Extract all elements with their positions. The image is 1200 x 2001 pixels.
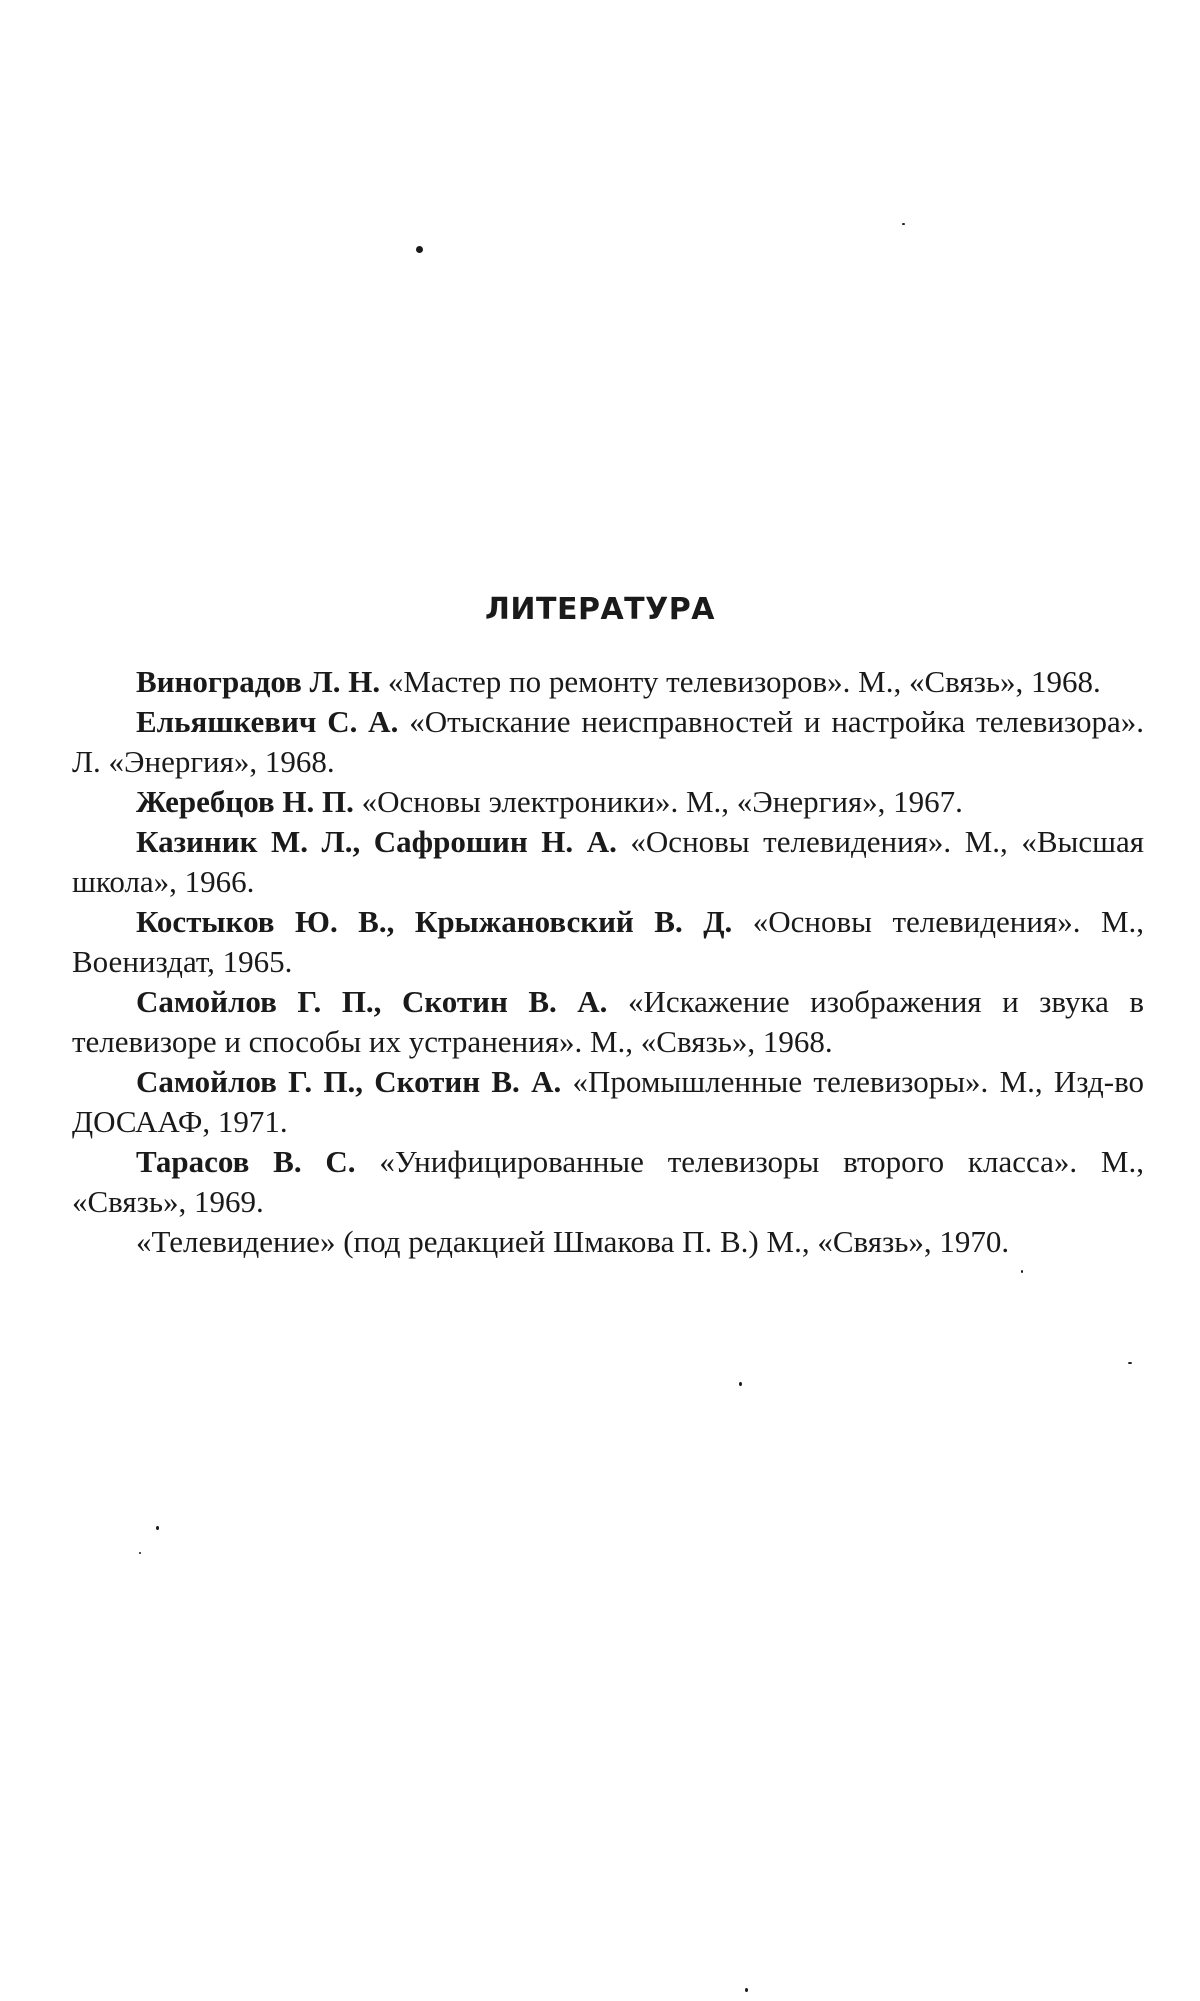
entry-text: «Основы телевидения». М., Воениздат, 1965. <box>72 904 1145 979</box>
scan-speck <box>139 1552 141 1554</box>
scan-speck <box>745 1988 748 1992</box>
entry-author: Самойлов Г. П., Скотин В. А. <box>136 1064 562 1099</box>
scan-speck <box>416 246 423 253</box>
bibliography-list <box>72 662 1144 1262</box>
entry-text: «Основы электроники». М., «Энергия», 1967. <box>361 784 963 819</box>
entry-author: Самойлов Г. П., Скотин В. А. <box>136 984 608 1019</box>
bibliography-entry <box>72 902 1144 982</box>
bibliography-entry <box>72 822 1144 902</box>
entry-text: «Отыскание неисправностей и настройка телевизора». Л. «Энергия», 1968. <box>72 704 1145 779</box>
page-title: ЛИТЕРАТУРА <box>485 592 715 628</box>
bibliography-entry <box>72 1222 1144 1262</box>
bibliography-entry <box>72 1142 1144 1222</box>
scan-speck <box>739 1382 742 1386</box>
bibliography-entry <box>72 662 1144 702</box>
bibliography-entry <box>72 982 1144 1062</box>
entry-text: «Основы телевидения». М., «Высшая школа», 1966. <box>72 824 1145 899</box>
entry-text: «Телевидение» (под редакцией Шмакова П. В.) М., «Связь», 1970. <box>136 1224 1010 1259</box>
bibliography-entry <box>72 782 1144 822</box>
bibliography-entry <box>72 1062 1144 1142</box>
scan-speck <box>902 223 905 225</box>
entry-text: «Промышленные телевизоры». М., Изд-во ДОСААФ, 1971. <box>72 1064 1145 1139</box>
entry-author: Тарасов В. С. <box>136 1144 356 1179</box>
scan-speck <box>1021 1270 1023 1273</box>
entry-author: Казиник М. Л., Сафрошин Н. А. <box>136 824 617 859</box>
entry-text: «Искажение изображения и звука в телевизоре и способы их устранения». М., «Связь», 1968. <box>72 984 1144 1059</box>
scan-speck <box>156 1526 159 1530</box>
entry-author: Жеребцов Н. П. <box>136 784 354 819</box>
entry-text: «Мастер по ремонту телевизоров». М., «Связь», 1968. <box>387 664 1101 699</box>
bibliography-entry <box>72 702 1144 782</box>
scan-speck <box>1128 1362 1132 1364</box>
entry-text: «Унифицированные телевизоры второго класса». М., «Связь», 1969. <box>72 1144 1144 1219</box>
entry-author: Костыков Ю. В., Крыжановский В. Д. <box>136 904 733 939</box>
entry-author: Виноградов Л. Н. <box>136 664 381 699</box>
entry-author: Ельяшкевич С. А. <box>136 704 399 739</box>
